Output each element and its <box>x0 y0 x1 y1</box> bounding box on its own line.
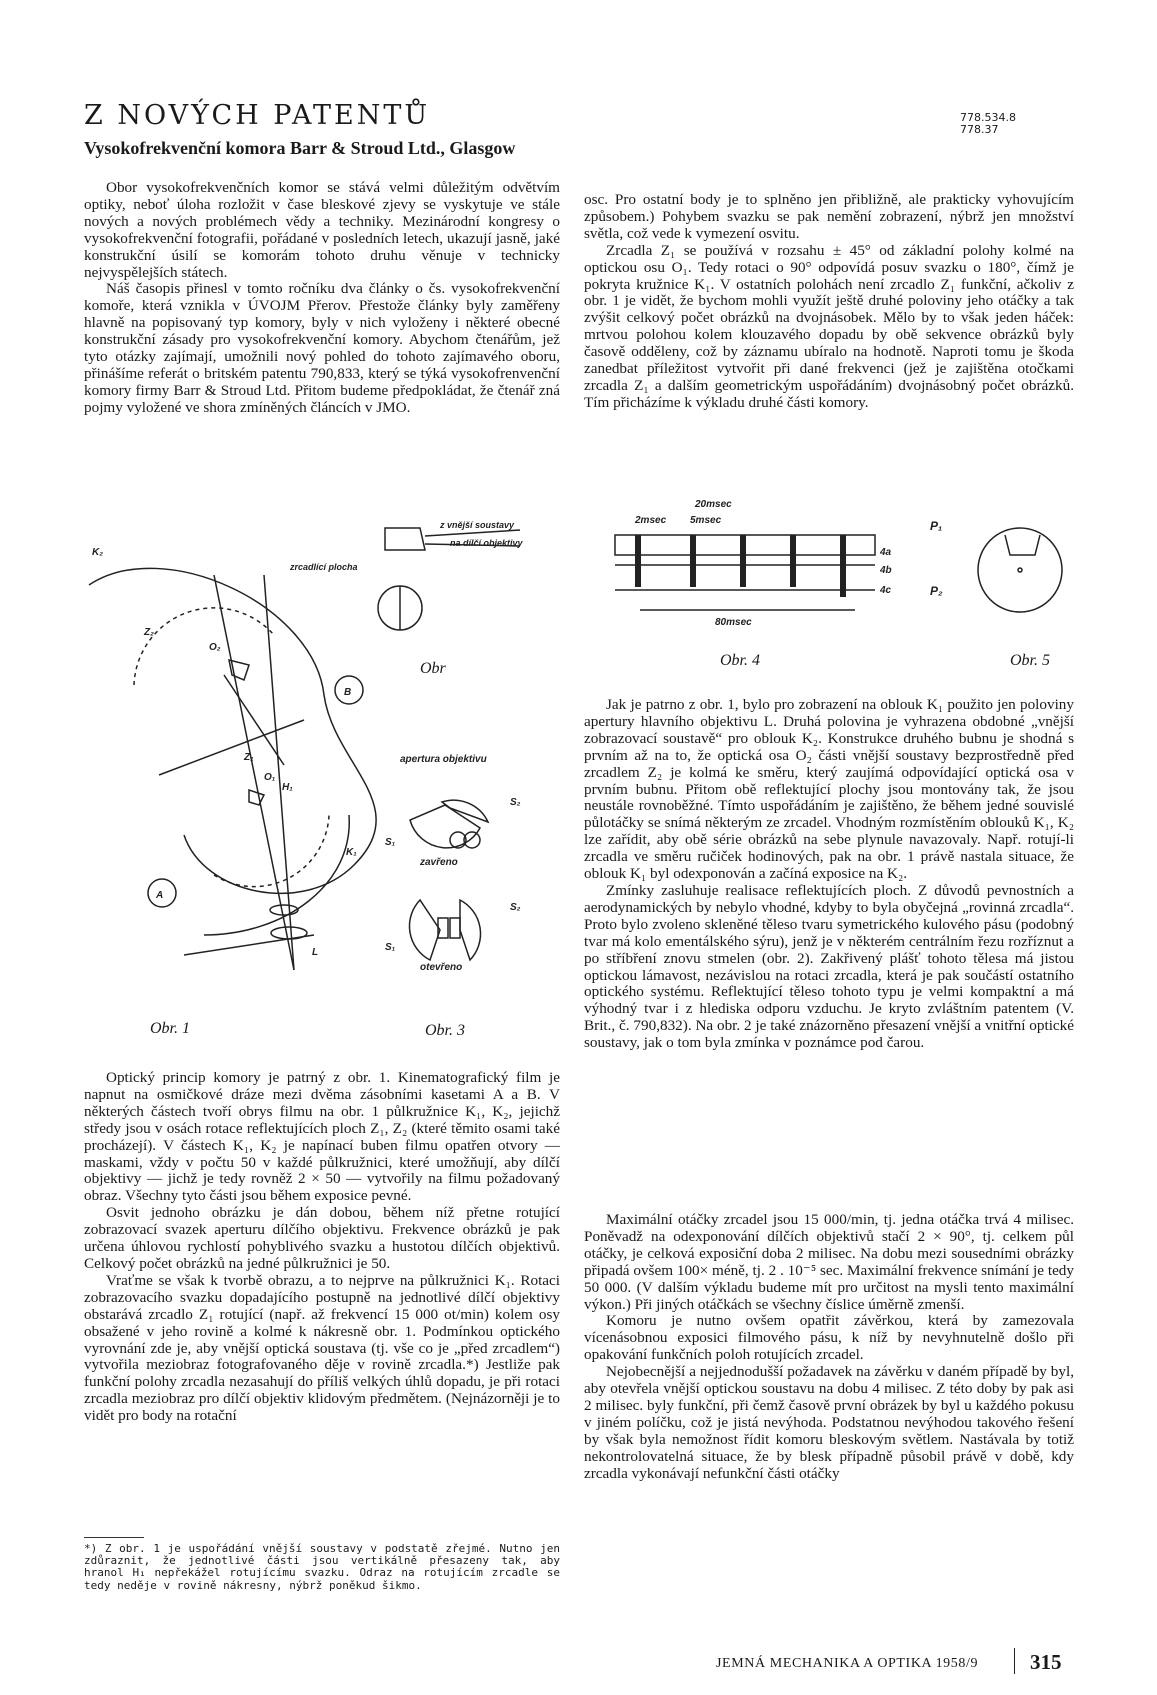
page-number: 315 <box>1030 1650 1062 1674</box>
label-z1: Z₁ <box>244 752 254 763</box>
label-p1: P₁ <box>930 520 943 533</box>
label-s2-open: S₂ <box>510 902 521 913</box>
label-5msec: 5msec <box>690 515 722 526</box>
udc-code: 778.534.8 <box>960 111 1016 124</box>
label-4a: 4a <box>880 547 892 558</box>
paragraph: Zmínky zasluhuje realisace reflektujících ploch. Z důvodů pevnostních a aerodynamických by nebylo vhodné, kdyby to byla obyčejná „rovinná zrcadla“. Proto bylo zvoleno skleněné těleso tvaru symetrického kulového pásu (podobný tvar má kolo ementálského sýru), jenž je v některém centrálním řezu rozříznut a po stříbření znovu stmelen (obr. 2). Zakřivený plášť tohoto tělesa má jistou optickou lámavost, nezávislou na rotaci zrcadla, která je pak součástí ostatního optického systému. Reflektující těleso tohoto typu je velmi kompaktní a má výhodný tvar i z hlediska odporu vzduchu. Je kryto zvláštním patentem (V. Brit., č. 790,832). Na obr. 2 je také znázorněno přesazení vnější a vnitřní optické soustavy, jak o tom byla zmínka v poznámce pod čarou. <box>584 881 1074 1052</box>
label-20msec: 20msec <box>695 499 732 510</box>
label-s2-closed: S₂ <box>510 797 521 808</box>
column-right-bottom <box>584 1212 1074 1483</box>
label-l: L <box>312 947 319 958</box>
paragraph: Vraťme se však k tvorbě obrazu, a to nejprve na půlkružnici K₁. Rotaci zobrazovacího svazku dopadajícího postupně na jednotlivé dílčí objektivy obstarává zrcadlo Z₁ rotující (např. až frekvencí 15 000 ot/min) kolem osy obsažené v jeho rovině a kolmé k nákresně obr. 1. Podmínkou optického vyrovnání zde je, aby vnější optická soustava (tj. vše co je „před zrcadlem“) vytvořila meziobraz fotografovaného děje v rovině zrcadla.*) Jestliže pak funkční polohy zrcadla nezasahují do příliš velkých úhlů dopadu, je při rotaci zrcadla meziobraz pro dílčí objektiv klidovým předmětem. (Nejnázorněji je to vidět pro body na rotační <box>84 1271 560 1425</box>
label-4c: 4c <box>880 585 892 596</box>
figure-3-caption: Obr. 3 <box>425 1022 466 1039</box>
column-left-top <box>84 180 560 417</box>
figure-5-caption: Obr. 5 <box>1010 652 1051 669</box>
label-o2: O₂ <box>209 642 221 653</box>
label-mirror-surface: zrcadlící plocha <box>290 562 358 572</box>
paragraph: osc. Pro ostatní body je to splněno jen přibližně, ale prakticky vyhovujícím způsobem.) Pohybem svazku se pak nemění zobrazení, nýbrž jen množství světla, což vede k vymezení osvitu. <box>584 191 1074 242</box>
label-b: B <box>344 687 352 698</box>
label-k2: K₂ <box>92 547 104 558</box>
label-closed: zavřeno <box>420 857 458 868</box>
paragraph: Jak je patrno z obr. 1, bylo pro zobrazení na oblouk K₁ použito jen poloviny apertury hlavního objektivu L. Druhá polovina je vyhrazena obdobné „vnější zobrazovací soustavě“ pro oblouk K₂. Konstrukce druhého bubnu je shodná s prvním až na to, že optická osa O₂ části vnější soustavy bezprostředně před zrcadlem Z₂ je kolmá ke směru, který zaujímá odpovídající optická osa v prvním bubnu. Přitom obě reflektující plochy jsou montovány tak, že jsou neustále rovnoběžné. Tímto uspořádáním je zajištěno, že během jedné souvislé půlotáčky se snímá některým ze zrcadel. Vhodným rozmístěním oblouků K₁, K₂ lze zařídit, aby obě série obrázků na sebe plynule navazovaly. Např. rotují-li zrcadla ve směru ručiček hodinových, pak na obr. 1 právě nastala situace, že oblouk K₁ byl odexponován a začíná exposice na K₂. <box>584 696 1074 883</box>
footer-divider <box>1014 1648 1015 1674</box>
udc-codes <box>960 112 1016 136</box>
label-4b: 4b <box>880 565 892 576</box>
label-s1-closed: S₁ <box>385 837 396 848</box>
figure-1-caption: Obr. 1 <box>150 1020 191 1037</box>
label-open: otevřeno <box>420 962 463 973</box>
section-title: Z NOVÝCH PATENTŮ <box>84 100 431 131</box>
footnote-rule <box>84 1537 144 1538</box>
label-o1: O₁ <box>264 772 276 783</box>
film-path-k1 <box>204 815 349 935</box>
figure-4-diagram <box>585 495 905 635</box>
figure-5-diagram <box>930 520 1070 630</box>
label-p2: P₂ <box>930 584 943 598</box>
column-right-top <box>584 192 1074 412</box>
label-s1-open: S₁ <box>385 942 396 953</box>
paragraph: Osvit jednoho obrázku je dán dobou, během níž přetne rotující zobrazovací svazek aperturu dílčího objektivu. Frekvence obrázků je pak určena úhlovou rychlostí pohyblivého svazku a hustotou dílčích objektivů. Celkový počet obrázků na jedné půlkružnici je 50. <box>84 1204 560 1272</box>
label-aperture: apertura objektivu <box>400 754 487 765</box>
label-a: A <box>156 890 164 901</box>
paragraph: Zrcadla Z₁ se používá v rozsahu ± 45° od základní polohy kolmé na optickou osu O₁. Tedy rotaci o 90° odpovídá posuv svazku o 180°, čímž je pokryta kružnice K₁. V ostatních polohách není zrcadlo Z₁ funkční, ačkoliv z obr. 1 je vidět, že bychom mohli využít ještě druhé poloviny jeho otáčky a tak zvýšit celkový počet obrázků na dvojnásobek. Mělo by to však jeden háček: mrtvou polohou kolem klouzavého dopadu by obě sekvence obrázků byly časově odděleny, což by záznamu ubíralo na hodnotě. Naproti tomu je škoda zanedbat příležitost vytvořit při dané frekvenci (jež je zajištěna otočkami zrcadla Z₁ a dalším geometrickým uspořádáním) dvojnásobný počet obrázků. Tím přicházíme k výkladu druhé části komory. <box>584 241 1074 411</box>
column-left-bottom <box>84 1070 560 1425</box>
udc-code: 778.37 <box>960 123 999 136</box>
figure-2-caption: Obr <box>420 660 446 677</box>
figure-2-diagram <box>290 518 590 668</box>
footnote: *) Z obr. 1 je uspořádání vnější soustavy v podstatě zřejmé. Nutno jen zdůraznit, že jednotlivé části jsou vertikálně přesazeny tak, aby hranol H₁ nepřekážel rotujícímu svazku. Odraz na rotujícím zrcadle se tedy neděje v rovině nákresny, nýbrž poněkud šikmo. <box>84 1542 560 1592</box>
paragraph: Optický princip komory je patrný z obr. 1. Kinematografický film je napnut na osmičkové dráze mezi dvěma zásobními kasetami A a B. V některých částech tvoří obrys filmu na obr. 1 půlkružnice K₁, K₂, jejichž středy jsou v osách rotace reflektujících ploch Z₁, Z₂ (které těmito osami také procházejí). V částech K₁, K₂ je napínací buben filmu opatřen otvory — maskami, vždy v počtu 50 v každé půlkružnici, které umožňují, aby dílčí objektivy — jichž je tedy rovněž 2 × 50 — vytvořily na filmu požadovaný obraz. Všechny tyto části jsou během exposice pevné. <box>84 1069 560 1205</box>
paragraph: Nejobecnější a nejjednodušší požadavek na závěrku v daném případě by byl, aby otevřela vnější optickou soustavu na dobu 4 milisec. Z této doby by pak asi 2 milisec. byly funkční, při čemž časově první obrázek by byl u každého pokusu v jiném políčku, což je jistá nevýhoda. Podstatnou nevýhodou takového řešení by však byla nemožnost řídit komoru bleskovým světlem. Nastávala by totiž nekontrolovatelná situace, že by blesk případně působil právě v době, kdy zrcadla vykonávají nefunkční části otáčky <box>584 1363 1074 1482</box>
label-2msec: 2msec <box>635 515 667 526</box>
label-80msec: 80msec <box>715 617 752 628</box>
label-outer-system: z vnější soustavy <box>440 520 515 530</box>
paragraph: Komoru je nutno ovšem opatřit závěrkou, která by zamezovala vícenásobnou exposici filmového pásu, k níž by nevyhnutelně došlo při opakování funkčních poloh rotujících zrcadel. <box>584 1312 1074 1364</box>
journal-name: JEMNÁ MECHANIKA A OPTIKA 1958/9 <box>716 1656 979 1671</box>
article-title: Vysokofrekvenční komora Barr & Stroud Ltd., Glasgow <box>84 138 516 158</box>
column-right-middle <box>584 697 1074 1052</box>
label-partial-objectives: na dílčí objektivy <box>450 538 523 548</box>
paragraph: Obor vysokofrekvenčních komor se stává velmi důležitým odvětvím optiky, neboť úloha rozložit v čase bleskové zjevy se vyskytuje ve stále nových a nových problémech vědy a techniky. Mezinárodní kongresy o vysokofrekvenční fotografii, pořádané v posledních letech, ukazují jasně, jaké konstrukční úsilí se komorám tohoto druhu věnuje v technicky nejvyspělejších státech. <box>84 179 560 281</box>
figure-4-caption: Obr. 4 <box>720 652 761 669</box>
paragraph: Náš časopis přinesl v tomto ročníku dva články o čs. vysokofrekvenční komoře, která vznikla v ÚVOJM Přerov. Přestože články byly zaměřeny hlavně na popisovaný typ komory, byly v nich vyloženy i některé obecné konstrukční zásady pro vysokofrekvenční komory. Abychom čtenářům, jež tyto otázky zajímají, umožnili nový pohled do tohoto zajímavého oboru, přinášíme referát o britském patentu 790,833, který se týká vysokofrenvenční komory firmy Barr & Stroud Ltd. Přitom budeme předpokládat, že čtenář zná pojmy vyložené ve shora zmíněných článcích v JMO. <box>84 280 560 416</box>
label-z2: Z₂ <box>144 627 154 638</box>
label-h1: H₁ <box>282 782 293 793</box>
paragraph: Maximální otáčky zrcadel jsou 15 000/min, tj. jedna otáčka trvá 4 milisec. Poněvadž na odexponování dílčích objektivů stačí 2 × 90°, tj. celkem půl otáčky, je celková exposiční doba 2 milisec. Na dobu mezi sousedními obrázky připadá ovšem 100× méně, tj. 2 . 10⁻⁵ sec. Maximální frekvence snímání je tedy 50 000. (V dalším výkladu budeme mít pro určitost na mysli tento maximální výkon.) Při jiných otáčkách se všechny číslice úměrně zmenší. <box>584 1211 1074 1313</box>
figure-3-diagram <box>380 750 570 995</box>
label-k1: K₁ <box>346 847 357 858</box>
